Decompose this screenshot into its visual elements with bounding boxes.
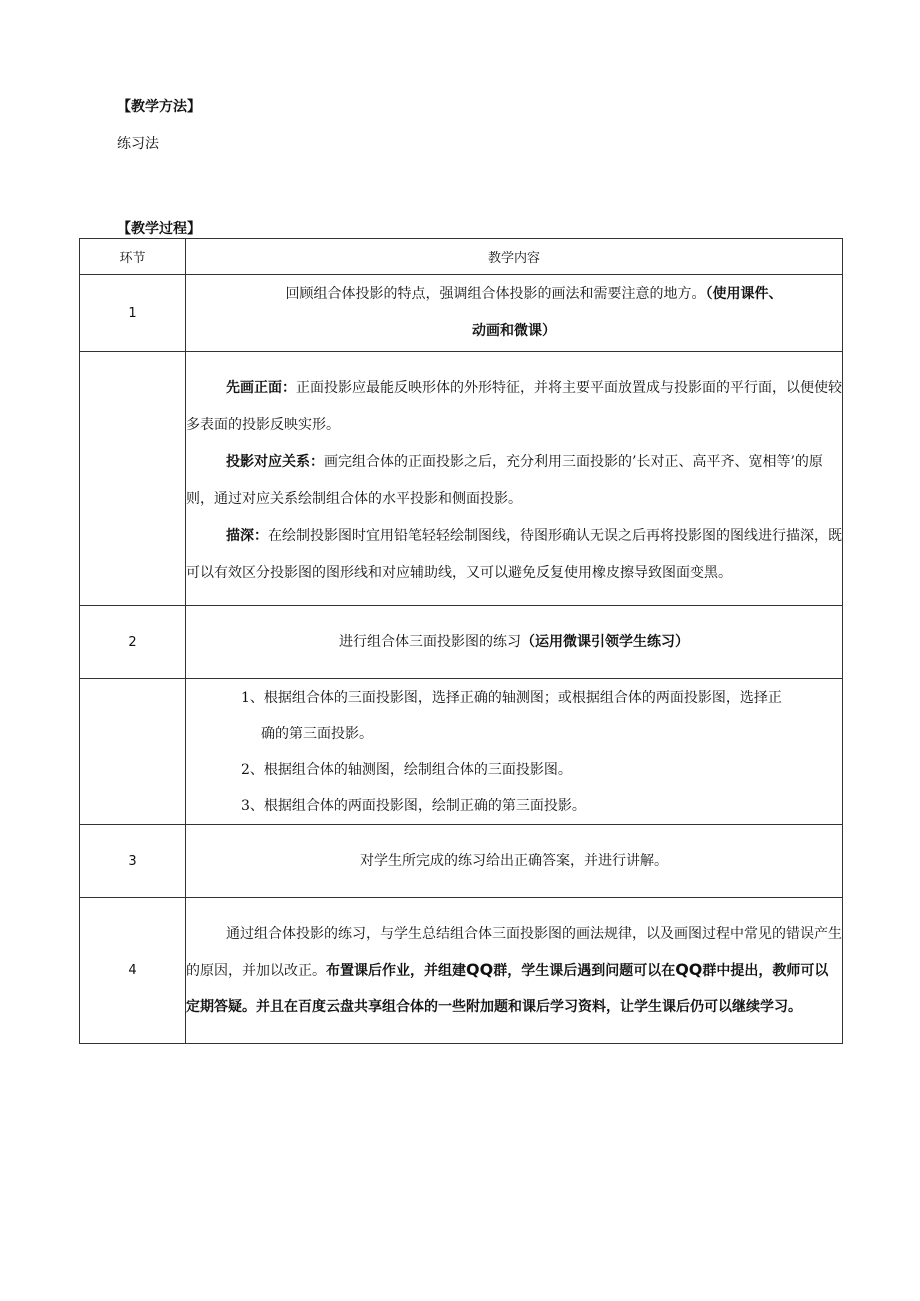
step-content: 对学生所完成的练习给出正确答案，并进行讲解。 <box>186 825 843 898</box>
step-text: 通过组合体投影的练习，与学生总结组合体三面投影图的画法规律，以及画图过程中常见的错误产生的原因，并加以改正。 <box>186 926 842 979</box>
qq-label: QQ <box>675 960 703 979</box>
column-header-content: 教学内容 <box>186 239 843 275</box>
step-bold-text: 群中提出，教师可以定期答疑。并且在百度云盘共享组合体的一些附加题和课后学习资料，让学生课后仍可以继续学习。 <box>186 963 829 1015</box>
step-number: 4 <box>80 898 186 1044</box>
step-number <box>80 352 186 606</box>
step-bold-text: 群，学生课后遇到问题可以在 <box>493 963 676 979</box>
term-label: 描深： <box>226 527 268 544</box>
step-content <box>186 898 843 1044</box>
step-bold-text: 布置课后作业，并组建 <box>326 963 466 979</box>
step-content <box>186 275 843 352</box>
qq-label: QQ <box>466 960 494 979</box>
step-content <box>186 352 843 606</box>
step-content <box>186 679 843 825</box>
list-item: 1、根据组合体的三面投影图，选择正确的轴测图；或根据组合体的两面投影图，选择正 确的第三面投影。 <box>241 689 782 742</box>
step-content <box>186 606 843 679</box>
teaching-method-heading: 【教学方法】 <box>117 99 201 115</box>
step-number: 2 <box>80 606 186 679</box>
table-row <box>80 352 843 606</box>
teaching-process-table <box>79 238 843 1044</box>
teaching-process-heading: 【教学过程】 <box>117 221 201 237</box>
step-text: 回顾组合体投影的特点，强调组合体投影的画法和需要注意的地方。 <box>285 286 706 302</box>
term-description: 在绘制投影图时宜用铅笔轻轻绘制图线，待图形确认无误之后再将投影图的图线进行描深，既可以有效区分投影图的图形线和对应辅助线，又可以避免反复使用橡皮擦导致图面变黑。 <box>186 527 842 581</box>
step-number: 3 <box>80 825 186 898</box>
term-description: 正面投影应最能反映形体的外形特征，并将主要平面放置成与投影面的平行面，以便使较多表面的投影反映实形。 <box>186 379 842 433</box>
table-row <box>80 898 843 1044</box>
list-item: 3、根据组合体的两面投影图，绘制正确的第三面投影。 <box>241 797 586 814</box>
step-number <box>80 679 186 825</box>
term-label: 投影对应关系： <box>226 453 324 470</box>
step-bold-text: 动画和微课） <box>472 323 556 339</box>
table-row <box>80 679 843 825</box>
step-bold-text: （运用微课引领学生练习） <box>521 634 689 650</box>
column-header-step: 环节 <box>80 239 186 275</box>
table-header-row <box>80 239 843 275</box>
step-number: 1 <box>80 275 186 352</box>
table-row <box>80 275 843 352</box>
term-description: 画完组合体的正面投影之后，充分利用三面投影的’长对正、高平齐、宽相等’的原则，通过对应关系绘制组合体的水平投影和侧面投影。 <box>186 453 823 507</box>
step-bold-text: （使用课件、 <box>705 286 783 302</box>
teaching-method-text: 练习法 <box>117 136 159 152</box>
list-item: 2、根据组合体的轴测图，绘制组合体的三面投影图。 <box>241 761 572 778</box>
step-text: 进行组合体三面投影图的练习 <box>339 634 521 650</box>
term-label: 先画正面： <box>226 379 296 396</box>
table-row <box>80 825 843 898</box>
table-row <box>80 606 843 679</box>
